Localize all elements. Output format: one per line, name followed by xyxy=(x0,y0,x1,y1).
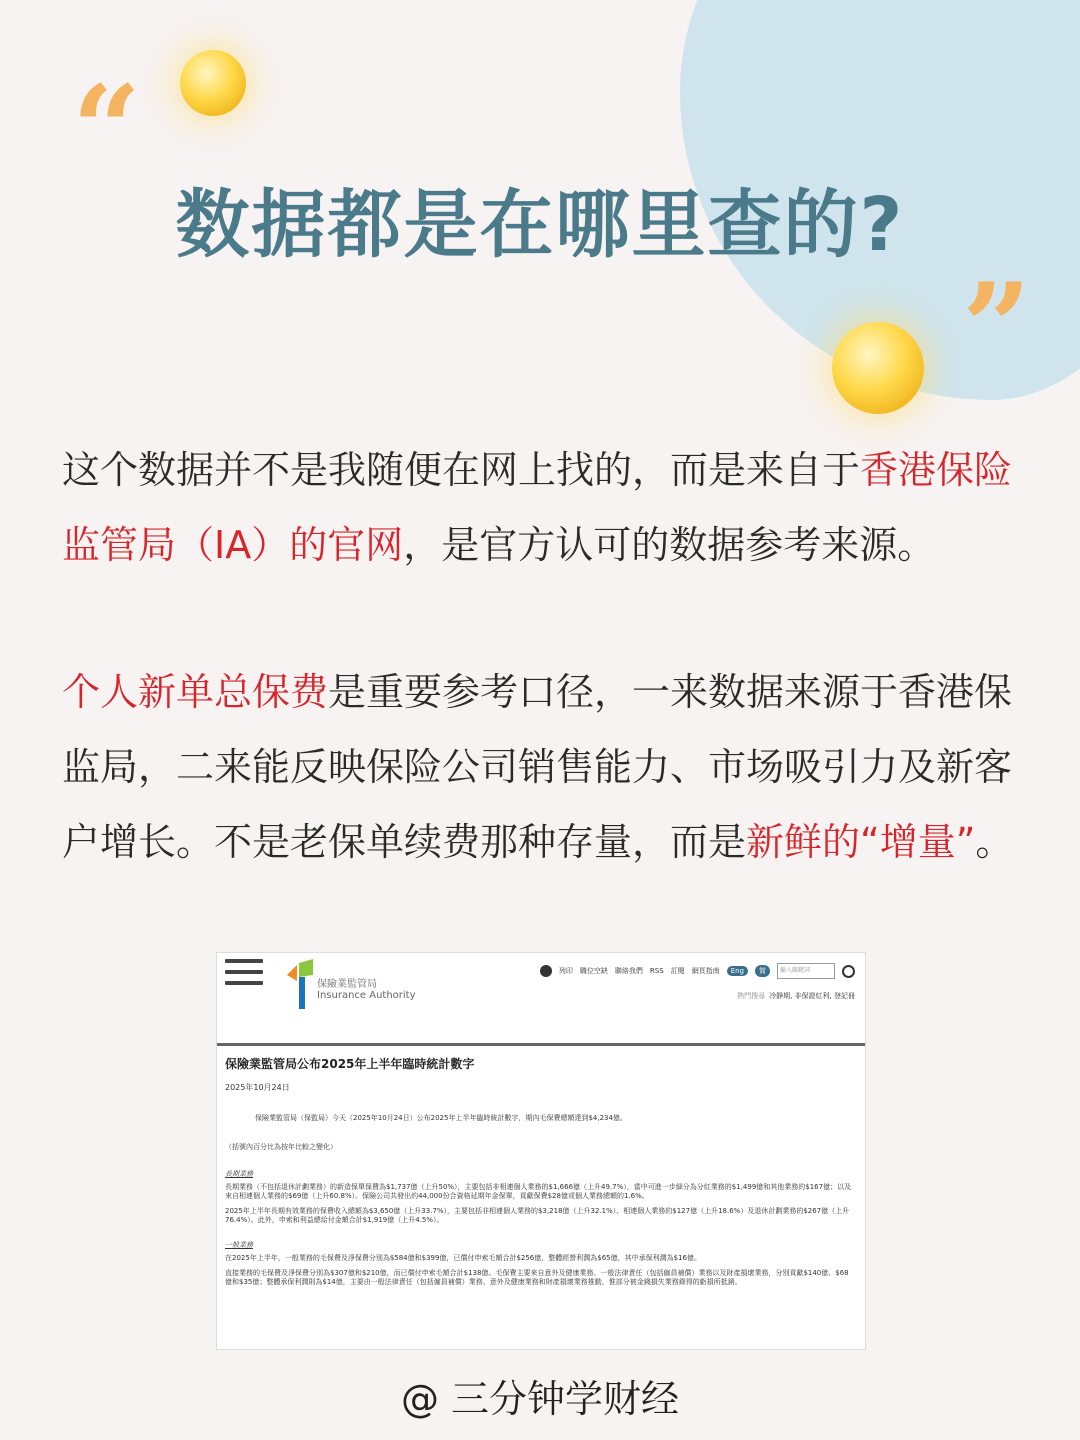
press-release xyxy=(225,1057,855,1293)
press-note: （括號內百分比為按年比較之變化） xyxy=(225,1143,337,1151)
lang-en-button[interactable]: Eng xyxy=(727,966,748,976)
highlight-text: 个人新单总保费 xyxy=(62,670,329,714)
page-title: 数据都是在哪里查的? xyxy=(175,182,905,268)
hot-search-terms[interactable]: 冷靜期, 非保證紅利, 登記冊 xyxy=(769,992,855,1000)
nav-item[interactable]: 列印 xyxy=(558,967,573,975)
nav-item[interactable]: 訂閱 xyxy=(670,967,685,975)
press-paragraph: 2025年上半年長期有效業務的保費收入總額為$3,650億（上升33.7%），主要包括非相連個人業務的$3,218億（上升32.1%）、相連個人業務的$127億（上升18.6%）及退休計劃業務的$267億（上升76.4%）。此外，申索和利益總給付金額合計$1,919億（上升4.5%）。 xyxy=(225,1207,850,1224)
gold-coin-icon xyxy=(180,50,246,116)
paragraph-text: ，是官方认可的数据参考来源。 xyxy=(403,523,936,567)
nav-item[interactable]: 網頁指南 xyxy=(691,967,720,975)
paragraph-source xyxy=(62,433,1022,583)
paragraph-text: 这个数据并不是我随便在网上找的，而是来自于 xyxy=(62,448,861,492)
lang-sc-button[interactable]: 简 xyxy=(755,965,770,977)
author-handle: @ 三分钟学财经 xyxy=(400,1377,680,1421)
search-icon[interactable] xyxy=(842,965,855,978)
nav-item[interactable]: 聯絡我們 xyxy=(614,967,643,975)
hot-search-label: 熱門搜尋 xyxy=(737,992,766,1000)
top-nav xyxy=(540,963,855,979)
press-date: 2025年10月24日 xyxy=(225,1083,290,1092)
ia-logo-icon xyxy=(283,957,321,1011)
press-intro: 保險業監管局（保監局）今天（2025年10月24日）公布2025年上半年臨時統計數字，期內毛保費總額達到$4,234億。 xyxy=(255,1114,627,1122)
hot-search xyxy=(737,991,855,1001)
section-heading-general: 一般業務 xyxy=(225,1241,253,1249)
highlight-text: 新鲜的“增量” xyxy=(746,820,976,864)
paragraph-premium xyxy=(62,655,1022,880)
ia-logo-text xyxy=(317,979,416,1001)
open-quote-mark: “ xyxy=(72,59,142,200)
paragraph-text: 。 xyxy=(975,820,1014,864)
home-icon[interactable] xyxy=(540,965,552,977)
highlight-text: 香港保险监管局（IA）的官网 xyxy=(62,448,1013,567)
section-heading-long: 長期業務 xyxy=(225,1170,253,1178)
search-input[interactable]: 輸入關鍵詞 xyxy=(777,963,835,979)
menu-icon[interactable] xyxy=(225,959,263,992)
gold-coin-icon xyxy=(832,322,924,414)
nav-item[interactable]: 職位空缺 xyxy=(579,967,608,975)
close-quote-mark: ” xyxy=(962,257,1032,398)
logo-name: 保險業監管局 xyxy=(317,979,377,990)
press-paragraph: 直接業務的毛保費及淨保費分別為$307億和$210億，而已償付申索毛額合計$138億。毛保費主要來自意外及健康業務、一般法律責任（包括僱員補償）業務以及財產損壞業務，分別貢獻$140億、$68億和$35億；整體承保利潤則為$14億，主要由一般法律責任（包括僱員補償）業務、意外及健康業務和財產損壞業務推動，惟部分被金錢損失業務錄得的虧損所抵銷。 xyxy=(225,1269,849,1286)
press-paragraph: 長期業務（不包括退休計劃業務）的新造保單保費為$1,737億（上升50%），主要包括非相連個人業務的$1,666億（上升49.7%），當中可進一步細分為分紅業務的$1,499億和其他業務的$167億；以及來自相連個人業務的$69億（上升60.8%）。保險公司共發出約44,000份合資格延期年金保單，貢獻保費$28億或個人業務總額的1.6%。 xyxy=(225,1183,852,1200)
press-paragraph: 在2025年上半年，一般業務的毛保費及淨保費分別為$584億和$399億，已償付申索毛額合計$256億，整體經營利潤為$65億，其中承保利潤為$16億。 xyxy=(225,1254,701,1262)
paragraph-text: 是重要参考口径，一来数据来源于香港保监局，二来能反映保险公司销售能力、市场吸引力及新客户增长。不是老保单续费那种存量，而是 xyxy=(62,670,1013,864)
nav-item[interactable]: RSS xyxy=(649,967,664,975)
logo-name-en: Insurance Authority xyxy=(317,990,416,1001)
ia-website-screenshot xyxy=(216,952,866,1350)
divider xyxy=(217,1043,865,1046)
press-title: 保險業監管局公布2025年上半年臨時統計數字 xyxy=(225,1057,475,1071)
